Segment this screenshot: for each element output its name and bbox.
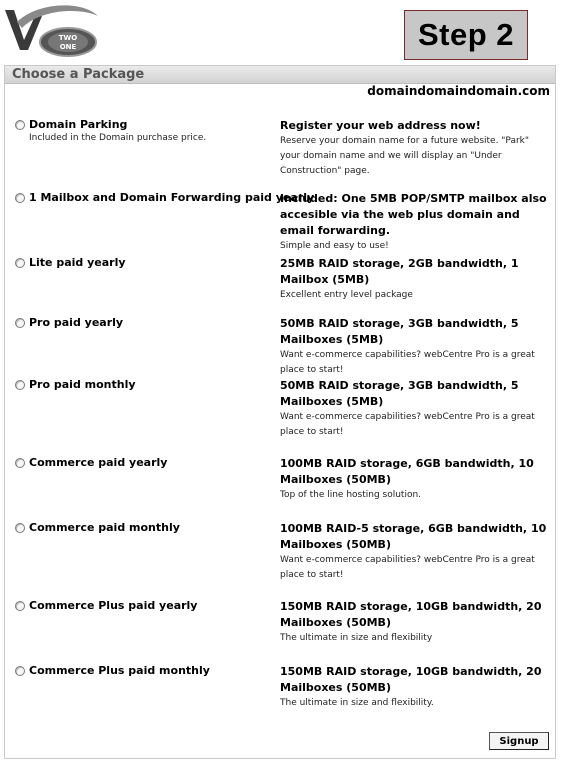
package-panel xyxy=(4,65,556,759)
package-radio-commerce-plus-yearly[interactable] xyxy=(15,601,25,611)
package-description xyxy=(280,521,550,583)
package-desc-bold: 100MB RAID storage, 6GB bandwidth, 10 Mailboxes (50MB) xyxy=(280,457,534,486)
package-desc-bold: 25MB RAID storage, 2GB bandwidth, 1 Mailbox (5MB) xyxy=(280,257,519,286)
package-radio-domain-parking[interactable] xyxy=(15,120,25,130)
package-desc-small: Want e-commerce capabilities? webCentre Pro is a great place to start! xyxy=(280,555,535,580)
package-description xyxy=(280,191,550,254)
package-name: Commerce paid yearly xyxy=(29,456,168,469)
package-desc-small: Simple and easy to use! xyxy=(280,241,389,251)
signup-button[interactable]: Signup xyxy=(489,732,549,750)
package-desc-bold: Included: One 5MB POP/SMTP mailbox also accesible via the web plus domain and email forwarding. xyxy=(280,192,547,237)
package-name: Commerce Plus paid monthly xyxy=(29,664,210,677)
package-name: Commerce paid monthly xyxy=(29,521,180,534)
package-desc-small: Want e-commerce capabilities? webCentre Pro is a great place to start! xyxy=(280,412,535,437)
package-description xyxy=(280,118,550,179)
package-radio-commerce-yearly[interactable] xyxy=(15,458,25,468)
package-desc-small: The ultimate in size and flexibility. xyxy=(280,698,434,708)
package-desc-bold: Register your web address now! xyxy=(280,119,481,132)
package-name: 1 Mailbox and Domain Forwarding paid yearly xyxy=(29,191,315,204)
package-desc-small: Reserve your domain name for a future website. "Park" your domain name and we will display an "Under Construction" page. xyxy=(280,136,530,176)
package-name: Lite paid yearly xyxy=(29,256,126,269)
logo-text-1: TWO xyxy=(58,34,78,42)
package-description xyxy=(280,256,550,303)
panel-title: Choose a Package xyxy=(5,66,555,84)
package-radio-lite-yearly[interactable] xyxy=(15,258,25,268)
package-description xyxy=(280,456,550,503)
package-desc-bold: 50MB RAID storage, 3GB bandwidth, 5 Mailboxes (5MB) xyxy=(280,379,519,408)
package-desc-bold: 100MB RAID-5 storage, 6GB bandwidth, 10 Mailboxes (50MB) xyxy=(280,522,547,551)
logo-text-2: ONE xyxy=(59,43,77,51)
package-name: Commerce Plus paid yearly xyxy=(29,599,198,612)
package-description xyxy=(280,664,550,711)
domain-name: domaindomaindomain.com xyxy=(367,84,550,98)
package-radio-commerce-plus-monthly[interactable] xyxy=(15,666,25,676)
logo xyxy=(2,2,102,62)
package-desc-small: Want e-commerce capabilities? webCentre Pro is a great place to start! xyxy=(280,350,535,375)
package-desc-bold: 50MB RAID storage, 3GB bandwidth, 5 Mailboxes (5MB) xyxy=(280,317,519,346)
package-description xyxy=(280,599,550,646)
package-radio-mailbox-forwarding[interactable] xyxy=(15,193,25,203)
package-radio-pro-monthly[interactable] xyxy=(15,380,25,390)
package-description xyxy=(280,316,550,378)
package-description xyxy=(280,378,550,440)
package-name: Pro paid monthly xyxy=(29,378,136,391)
package-desc-bold: 150MB RAID storage, 10GB bandwidth, 20 Mailboxes (50MB) xyxy=(280,665,542,694)
package-radio-commerce-monthly[interactable] xyxy=(15,523,25,533)
logo-graphic xyxy=(2,2,102,62)
package-note: Included in the Domain purchase price. xyxy=(29,133,207,143)
package-name: Domain Parking xyxy=(29,118,128,131)
step-indicator: Step 2 xyxy=(404,10,528,60)
package-name: Pro paid yearly xyxy=(29,316,124,329)
package-desc-bold: 150MB RAID storage, 10GB bandwidth, 20 Mailboxes (50MB) xyxy=(280,600,542,629)
package-desc-small: Top of the line hosting solution. xyxy=(280,490,422,500)
package-desc-small: Excellent entry level package xyxy=(280,290,413,300)
package-radio-pro-yearly[interactable] xyxy=(15,318,25,328)
package-desc-small: The ultimate in size and flexibility xyxy=(280,633,433,643)
